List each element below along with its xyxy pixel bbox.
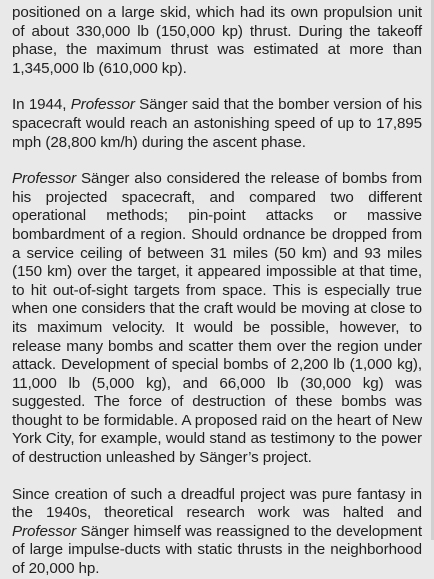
paragraph-2 <box>12 96 422 152</box>
italic-text-segment: Professor <box>70 96 135 114</box>
text-segment: positioned on a large skid, which had its own propulsion unit of about 330,000 lb (150,000 kp) thrust. During the takeoff phase, the maximum thrust was estimated at more than 1,345,000 lb (610,000 kp). <box>12 4 422 77</box>
paragraph-1 <box>12 4 422 78</box>
italic-text-segment: Professor <box>12 170 77 188</box>
paragraph-4 <box>12 486 422 579</box>
text-segment: Since creation of such a dreadful project was pure fantasy in the 1940s, theoretical research work was halted and <box>12 485 422 522</box>
italic-text-segment: Professor <box>12 522 77 540</box>
text-segment: In 1944, <box>12 96 71 114</box>
text-segment: Sänger himself was reassigned to the development of large impulse-ducts with static thrusts in the neighborhood of 20,000 hp. <box>12 522 422 578</box>
paragraph-3 <box>12 170 422 468</box>
text-segment: Sänger said that the bomber version of his spacecraft would reach an astonishing speed of up to 17,895 mph (28,800 km/h) during the ascent phase. <box>12 96 422 151</box>
text-segment: Sänger also considered the release of bombs from his projected spacecraft, and compared two different operational methods; pin-point attacks or massive bombardment of a region. Should ordnance be dropped from a service ceiling of between 31 miles (50 km) and 93 miles (150 km) over the target, it appeared impossible at that time, to hit out-of-sight targets from space. This is especially true when one considers that the craft would be moving at close to its maximum velocity. It would be possible, however, to release many bombs and scatter them over the region under attack. Development of special bombs of 2,200 lb (1,000 kg), 11,000 lb (5,000 kg), and 66,000 lb (30,000 kg) was suggested. The force of destruction of these bombs was thought to be formidable. A proposed raid on the heart of New York City, for example, would stand as testimony to the power of destruction unleashed by Sänger’s project. <box>12 170 422 467</box>
